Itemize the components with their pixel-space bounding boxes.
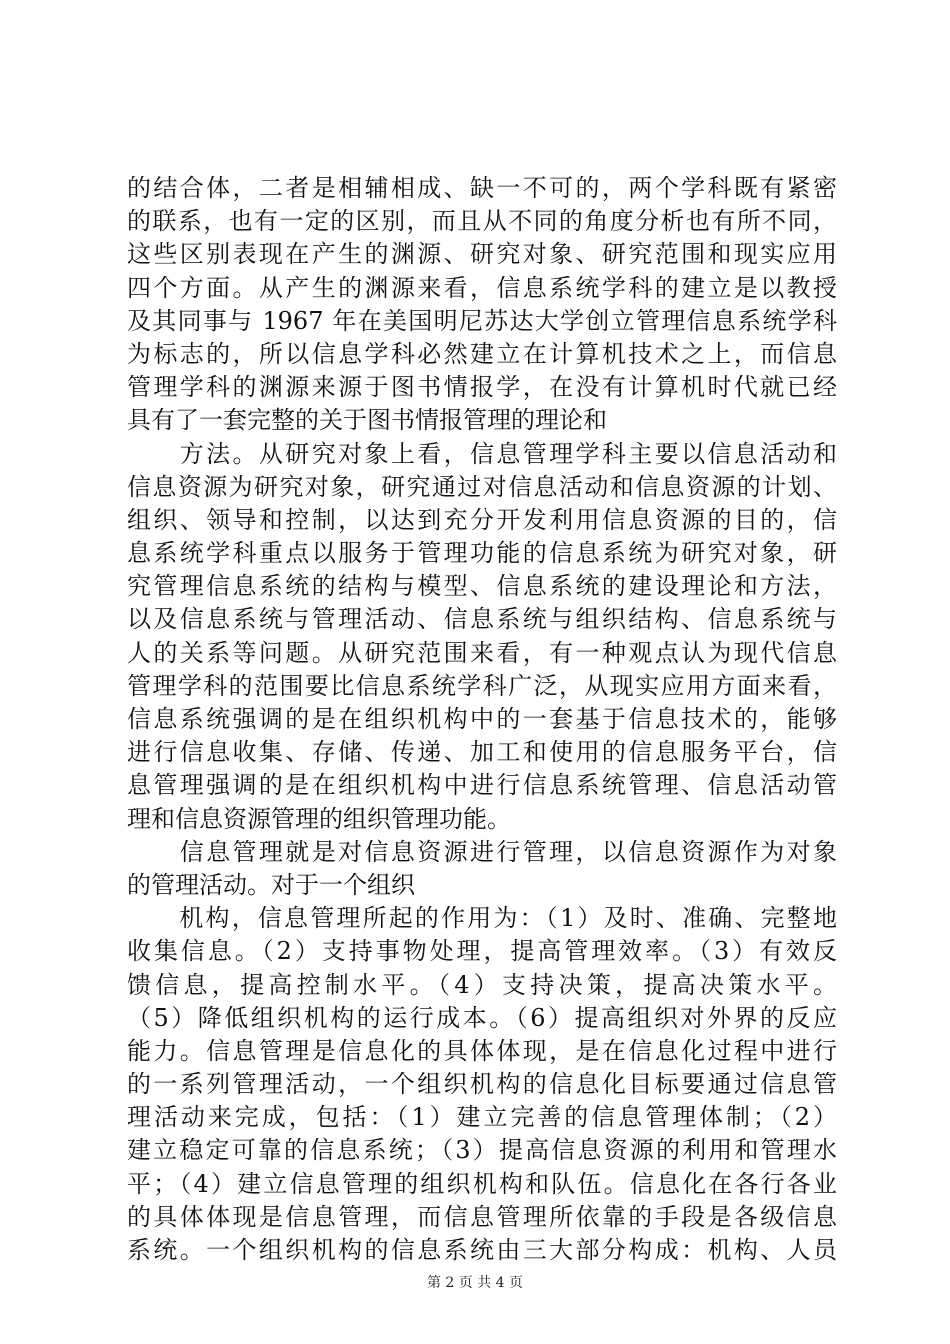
text-line: 信息管理就是对信息资源进行管理，以信息资源作为对象	[127, 837, 837, 866]
text-line: 信息系统强调的是在组织机构中的一套基于信息技术的，能够	[127, 705, 837, 733]
text-line: 息管理强调的是在组织机构中进行信息系统管理、信息活动管	[127, 771, 837, 800]
text-line: 这些区别表现在产生的渊源、研究对象、研究范围和现实应用	[127, 240, 837, 269]
text-line: 系统。一个组织机构的信息系统由三大部分构成：机构、人员	[127, 1236, 837, 1264]
text-line: 的一系列管理活动，一个组织机构的信息化目标要通过信息管	[127, 1070, 837, 1099]
text-line: 具有了一套完整的关于图书情报管理的理论和	[127, 406, 607, 435]
text-line: 信息资源为研究对象，研究通过对信息活动和信息资源的计划、	[127, 472, 837, 501]
text-line: 的管理活动。对于一个组织	[127, 870, 415, 899]
text-line: 建立稳定可靠的信息系统；（3）提高信息资源的利用和管理水	[127, 1136, 837, 1165]
text-line: 平；（4）建立信息管理的组织机构和队伍。信息化在各行各业	[127, 1169, 837, 1198]
text-line: 理活动来完成，包括：（1）建立完善的信息管理体制；（2）	[127, 1103, 837, 1132]
text-line: 的具体体现是信息管理，而信息管理所依靠的手段是各级信息	[127, 1202, 837, 1231]
body-text	[127, 172, 837, 1267]
text-line: 方法。从研究对象上看，信息管理学科主要以信息活动和	[127, 439, 837, 468]
text-line: 管理学科的范围要比信息系统学科广泛，从现实应用方面来看，	[127, 671, 837, 700]
text-line: 的联系，也有一定的区别，而且从不同的角度分析也有所不同，	[127, 207, 837, 236]
text-line: 能力。信息管理是信息化的具体体现，是在信息化过程中进行	[127, 1036, 837, 1065]
text-line: 机构，信息管理所起的作用为：（1）及时、准确、完整地	[127, 904, 837, 933]
text-line: 组织、领导和控制，以达到充分开发利用信息资源的目的，信	[127, 505, 837, 534]
text-line: 管理学科的渊源来源于图书情报学，在没有计算机时代就已经	[127, 373, 837, 402]
text-line: 为标志的，所以信息学科必然建立在计算机技术之上，而信息	[127, 339, 837, 368]
text-line: 四个方面。从产生的渊源来看，信息系统学科的建立是以教授	[127, 273, 837, 302]
text-line: 的结合体，二者是相辅相成、缺一不可的，两个学科既有紧密	[127, 174, 837, 202]
text-line: 收集信息。（2）支持事物处理，提高管理效率。（3）有效反	[127, 937, 837, 966]
text-line: 及其同事与 1967 年在美国明尼苏达大学创立管理信息系统学科	[127, 306, 837, 335]
text-line: 息系统学科重点以服务于管理功能的信息系统为研究对象，研	[127, 539, 837, 568]
page-footer: 第 2 页 共 4 页	[426, 1275, 524, 1291]
text-line: 馈信息，提高控制水平。（4）支持决策，提高决策水平。	[127, 970, 837, 999]
text-line: 进行信息收集、存储、传递、加工和使用的信息服务平台，信	[127, 738, 837, 767]
text-line: （5）降低组织机构的运行成本。（6）提高组织对外界的反应	[127, 1003, 837, 1032]
text-line: 究管理信息系统的结构与模型、信息系统的建设理论和方法，	[127, 572, 837, 601]
text-line: 以及信息系统与管理活动、信息系统与组织结构、信息系统与	[127, 605, 837, 634]
text-line: 理和信息资源管理的组织管理功能。	[127, 804, 511, 833]
text-line: 人的关系等问题。从研究范围来看，有一种观点认为现代信息	[127, 638, 837, 667]
